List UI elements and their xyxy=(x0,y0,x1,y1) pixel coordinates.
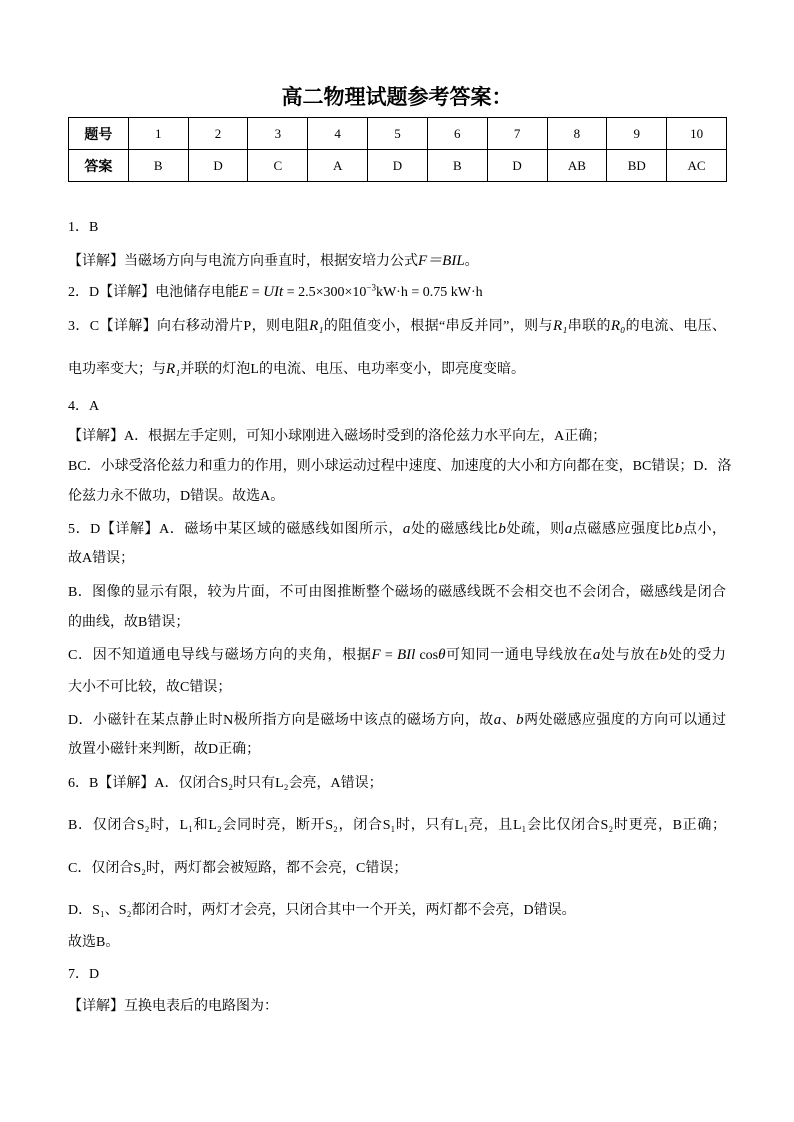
question-number-cell: 6 xyxy=(427,118,487,150)
switch-symbol: S₂ xyxy=(600,818,614,833)
text-segment: 点小， xyxy=(682,522,727,537)
question-number-cell: 1 xyxy=(128,118,188,150)
text-segment: 并联的灯泡L的电流、电压、电功率变小，即亮度变暗。 xyxy=(180,362,525,377)
answer-row xyxy=(69,150,727,182)
text-segment: C．仅闭合 xyxy=(68,861,134,876)
question-number-cell: 5 xyxy=(368,118,428,150)
question-number-cell: 8 xyxy=(547,118,607,150)
text-segment: 处与放在 xyxy=(600,648,660,663)
switch-symbol: S₂ xyxy=(136,818,150,833)
explanation-line: 大小不可比较，故C错误； xyxy=(68,680,232,695)
lamp-symbol: L₂ xyxy=(275,776,289,791)
formula-variable: F xyxy=(371,647,381,663)
row-label-answer: 答案 xyxy=(69,150,129,182)
explanation-line xyxy=(68,901,726,921)
switch-symbol: S₂ xyxy=(220,776,234,791)
text-segment: 都闭合时，两灯才会亮，只闭合其中一个开关，两灯都不会亮，D错误。 xyxy=(131,903,576,918)
explanation-line xyxy=(68,251,726,272)
answer-cell: BD xyxy=(607,150,667,182)
explanation-line xyxy=(68,710,726,731)
text-segment: 两处磁感应强度的方向可以通过 xyxy=(523,713,726,728)
question-number-cell: 10 xyxy=(667,118,727,150)
explanation-line: 伦兹力永不做功，D错误。故选A。 xyxy=(68,489,285,504)
text-segment: ，闭合 xyxy=(337,818,383,833)
question-number-cell: 3 xyxy=(248,118,308,150)
question-number-cell: 4 xyxy=(308,118,368,150)
row-label-number: 题号 xyxy=(69,118,129,150)
answer-4-heading: 4．A xyxy=(68,399,100,414)
formula-operator: = xyxy=(248,285,264,300)
text-segment: 6．B【详解】A．仅闭合 xyxy=(68,776,221,791)
answer-cell: B xyxy=(128,150,188,182)
answer-cell: D xyxy=(188,150,248,182)
formula-operator: = xyxy=(380,648,397,663)
text-segment: 串联的 xyxy=(567,319,611,334)
text-segment: 、 xyxy=(501,713,517,728)
text-segment: 会同时亮，断开 xyxy=(221,818,326,833)
page-title: 高二物理试题参考答案： xyxy=(281,85,513,109)
explanation-line: 【详解】A．根据左手定则，可知小球刚进入磁场时受到的洛伦兹力水平向左，A正确； xyxy=(68,429,607,444)
formula-exponent: −3 xyxy=(366,282,376,293)
explanation-line: 的曲线，故B错误； xyxy=(68,615,190,630)
explanation-line: 故A错误； xyxy=(68,551,135,566)
text-segment: D．小磁针在某点静止时N极所指方向是磁场中该点的磁场方向，故 xyxy=(68,713,494,728)
lamp-symbol: L₂ xyxy=(208,818,222,833)
formula-variable: θ xyxy=(438,647,446,663)
formula-variable: R₁ xyxy=(166,361,181,377)
formula-variable: a xyxy=(402,521,411,537)
answer-7-heading: 7．D xyxy=(68,967,100,982)
text-segment: 处的磁感线比 xyxy=(410,522,499,537)
question-number-cell: 9 xyxy=(607,118,667,150)
text-segment: D． xyxy=(68,903,93,918)
text-segment: 处的受力 xyxy=(667,648,727,663)
text-segment: 亮，且 xyxy=(468,818,513,833)
text-segment: 时更亮，B正确； xyxy=(613,818,727,833)
answer-cell: C xyxy=(248,150,308,182)
answer-cell: B xyxy=(427,150,487,182)
explanation-line xyxy=(68,816,726,836)
formula-function: cos xyxy=(415,648,439,663)
switch-symbol: S₂ xyxy=(133,861,147,876)
text-segment: 和 xyxy=(192,818,209,833)
answer-1-heading: 1．B xyxy=(68,220,99,235)
switch-symbol: S₂ xyxy=(325,818,338,833)
explanation-line xyxy=(68,316,726,337)
text-segment: 时，只有 xyxy=(395,818,455,833)
formula-variable: E xyxy=(239,284,249,300)
lamp-symbol: L₁ xyxy=(512,818,527,833)
explanation-line: 【详解】互换电表后的电路图为： xyxy=(68,999,278,1014)
text-segment: 电功率变大；与 xyxy=(68,362,166,377)
answer-cell: D xyxy=(487,150,547,182)
formula-variable: UIt xyxy=(263,284,284,300)
explanation-line xyxy=(68,645,726,666)
switch-symbol: S₁ xyxy=(92,903,105,918)
text-segment: 5．D【详解】A．磁场中某区域的磁感线如图所示， xyxy=(68,522,403,537)
text-segment: 、 xyxy=(104,903,119,918)
formula-value: = 2.5×300×10 xyxy=(283,285,367,300)
formula-variable: R₁ xyxy=(552,318,568,334)
formula-variable: a xyxy=(592,647,601,663)
formula-variable: R₀ xyxy=(610,318,626,334)
text-segment: 会亮，A错误； xyxy=(288,776,383,791)
text-segment: 2．D【详解】电池储存电能 xyxy=(68,285,240,300)
text-segment: 的电流、电压、 xyxy=(625,319,727,334)
text-segment: 时只有 xyxy=(233,776,276,791)
text-segment: 处疏，则 xyxy=(505,522,565,537)
answer-cell: A xyxy=(308,150,368,182)
text-segment: C．因不知道通电导线与磁场方向的夹角，根据 xyxy=(68,648,372,663)
formula: F＝BIL xyxy=(418,253,465,269)
answer-cell: AC xyxy=(667,150,727,182)
switch-symbol: S₂ xyxy=(118,903,132,918)
text-segment: B．仅闭合 xyxy=(68,818,137,833)
explanation-line xyxy=(68,774,726,794)
formula-variable: a xyxy=(564,521,573,537)
formula-variable: BIl xyxy=(396,647,416,663)
text-segment: 时，两灯都会被短路，都不会亮，C错误； xyxy=(146,861,408,876)
text-segment: 时， xyxy=(149,818,180,833)
lamp-symbol: L₁ xyxy=(179,818,193,833)
formula-variable: b xyxy=(498,521,506,537)
text-segment: 3．C【详解】向右移动滑片P，则电阻 xyxy=(68,319,310,334)
formula-variable: b xyxy=(516,712,524,728)
text-segment: 会比仅闭合 xyxy=(526,818,601,833)
explanation-line xyxy=(68,282,726,303)
formula-variable: b xyxy=(659,647,668,663)
explanation-line xyxy=(68,519,726,540)
question-number-cell: 7 xyxy=(487,118,547,150)
text-segment: 的阻值变小，根据“串反并同”，则与 xyxy=(323,319,553,334)
answer-table xyxy=(68,117,727,182)
text-segment: 点磁感应强度比 xyxy=(572,522,675,537)
answer-cell: D xyxy=(368,150,428,182)
explanation-line xyxy=(68,859,726,879)
text-segment: 。 xyxy=(464,254,479,269)
text-segment: 可知同一通电导线放在 xyxy=(445,648,593,663)
lamp-symbol: L₁ xyxy=(454,818,469,833)
explanation-line: B．图像的显示有限，较为片面，不可由图推断整个磁场的磁感线既不会相交也不会闭合，磁感线是闭合 xyxy=(68,585,726,600)
explanation-line xyxy=(68,359,726,380)
explanation-line: BC．小球受洛伦兹力和重力的作用，则小球运动过程中速度、加速度的大小和方向都在变，BC错误；D．洛 xyxy=(68,459,732,474)
answer-cell: AB xyxy=(547,150,607,182)
question-number-cell: 2 xyxy=(188,118,248,150)
formula-variable: R₁ xyxy=(309,318,324,334)
switch-symbol: S₁ xyxy=(382,818,396,833)
formula-variable: a xyxy=(493,712,502,728)
question-number-row xyxy=(69,118,727,150)
formula-value: kW·h = 0.75 kW·h xyxy=(375,285,483,300)
formula-variable: b xyxy=(674,521,683,537)
explanation-line: 放置小磁针来判断，故D正确； xyxy=(68,742,261,757)
explanation-line: 故选B。 xyxy=(68,935,120,950)
text-segment: 【详解】当磁场方向与电流方向垂直时，根据安培力公式 xyxy=(68,254,418,269)
